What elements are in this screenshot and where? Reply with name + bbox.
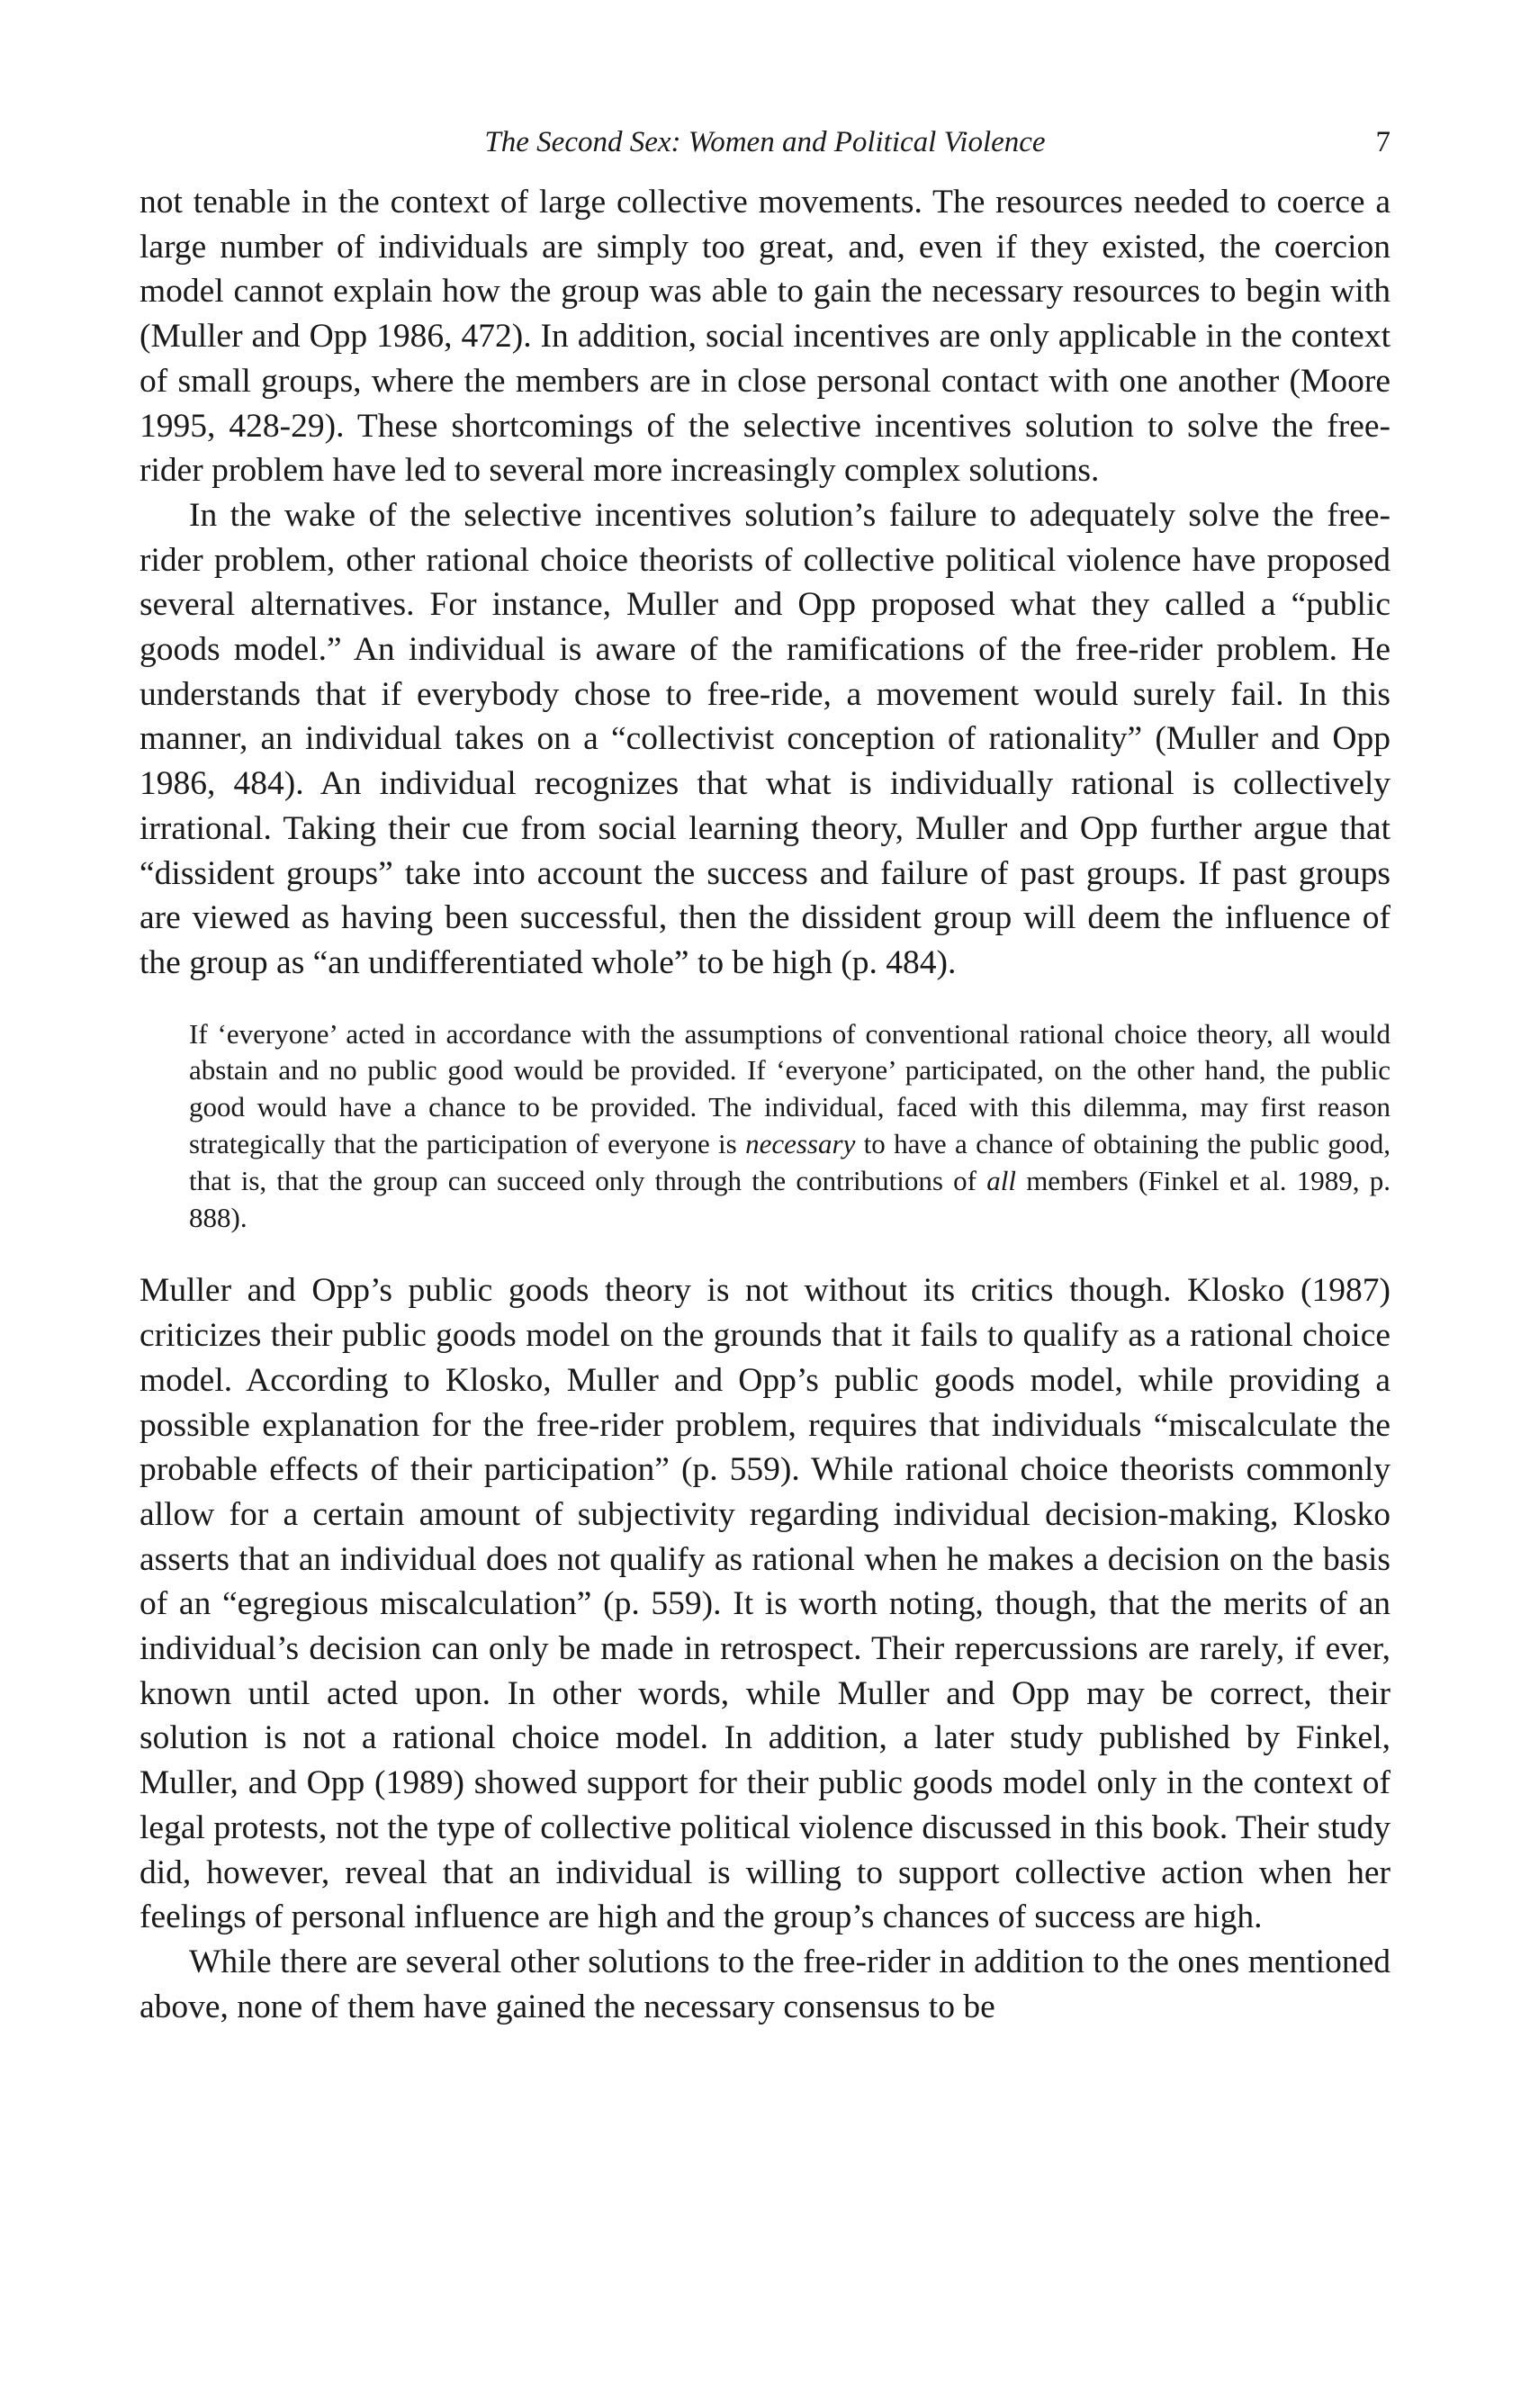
block-quote (189, 1016, 1390, 1237)
quote-emphasis-necessary: necessary (745, 1128, 856, 1160)
book-page (140, 126, 1390, 2029)
paragraph-other-solutions: While there are several other solutions to the free-rider in addition to the ones mentioned above, none of them have gained the necessary consensus to be (140, 1943, 1390, 2025)
quote-emphasis-all: all (986, 1164, 1016, 1196)
quote-text-3: members (Finkel et al. 1989, p. 888). (189, 1164, 1390, 1233)
quote-text-1: If ‘everyone’ acted in accordance with the assumptions of conventional rational choice theory, all would abstain and no public good would be provided. If ‘everyone’ participated, on the other hand, the public good would have a chance to be provided. The individual, faced with this dilemma, may first reason strategically that the participation of everyone is (189, 1017, 1390, 1160)
paragraph-continuation: not tenable in the context of large collective movements. The resources needed to coerce a large number of individuals are simply too great, and, even if they existed, the coercion model cannot explain how the group was able to gain the necessary resources to begin with (Muller and Opp 1986, 472). In addition, social incentives are only applicable in the context of small groups, where the members are in close personal contact with one another (Moore 1995, 428-29). These shortcomings of the selective incentives solution to solve the free-rider problem have led to several more increasingly complex solutions. (140, 184, 1390, 490)
paragraph-public-goods-model: In the wake of the selective incentives solution’s failure to adequately solve the free-rider problem, other rational choice theorists of collective political violence have proposed several alternatives. For instance, Muller and Opp proposed what they called a “public goods model.” An individual is aware of the ramifications of the free-rider problem. He understands that if everybody chose to free-ride, a movement would surely fail. In this manner, an individual takes on a “collectivist conception of rationality” (Muller and Opp 1986, 484). An individual recognizes that what is individually rational is collectively irrational. Taking their cue from social learning theory, Muller and Opp further argue that “dissident groups” take into account the success and failure of past groups. If past groups are viewed as having been successful, then the dissident group will deem the influence of the group as “an undifferentiated whole” to be high (p. 484). (140, 496, 1390, 981)
quote-text-2: to have a chance of obtaining the public good, that is, that the group can succeed only through the contributions of (189, 1128, 1390, 1196)
paragraph-critics: Muller and Opp’s public goods theory is not without its critics though. Klosko (1987) criticizes their public goods model on the grounds that it fails to qualify as a rational choice model. According to Klosko, Muller and Opp’s public goods model, while providing a possible explanation for the free-rider problem, requires that individuals “miscalculate the probable effects of their participation” (p. 559). While rational choice theorists commonly allow for a certain amount of subjectivity regarding individual decision-making, Klosko asserts that an individual does not qualify as rational when he makes a decision on the basis of an “egregious miscalculation” (p. 559). It is worth noting, though, that the merits of an individual’s decision can only be made in retrospect. Their repercussions are rarely, if ever, known until acted upon. In other words, while Muller and Opp may be correct, their solution is not a rational choice model. In addition, a later study published by Finkel, Muller, and Opp (1989) showed support for their public goods model only in the context of legal protests, not the type of collective political violence discussed in this book. Their study did, however, reveal that an individual is willing to support collective action when her feelings of personal influence are high and the group’s chances of success are high. (140, 1272, 1390, 1936)
page-number: 7 (1375, 126, 1390, 158)
running-head (140, 126, 1390, 180)
running-title: The Second Sex: Women and Political Violence (484, 126, 1046, 158)
